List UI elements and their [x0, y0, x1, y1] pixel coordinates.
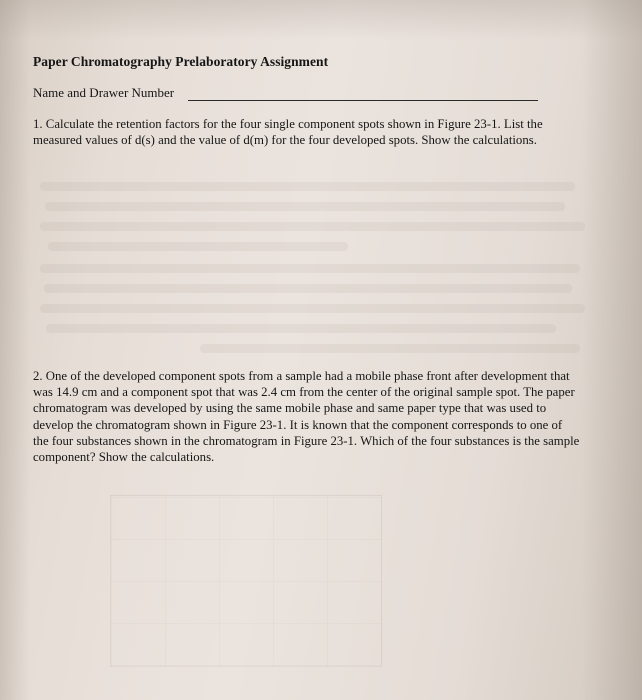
- top-shadow: [0, 0, 642, 40]
- question-1: 1. Calculate the retention factors for the four single component spots shown in Figure 23-1. List the measured values of d(s) and the value of d(m) for the four developed spots. Show the calculations.: [33, 117, 543, 148]
- question-2: 2. One of the developed component spots from a sample had a mobile phase front after development that was 14.9 cm and a component spot that was 2.4 cm from the center of the original sample spot. The paper chromatogram was developed by using the same mobile phase and same paper type that was used to develop the chromatogram shown in Figure 23-1. It is known that the component corresponds to one of the four substances shown in the chromatogram in Figure 23-1. Which of the four substances is the sample component? Show the calculations.: [33, 369, 580, 465]
- page-title: Paper Chromatography Prelaboratory Assignment: [33, 54, 329, 69]
- name-drawer-row: [33, 85, 538, 105]
- bleed-through-figure: [110, 495, 382, 667]
- name-drawer-label: Name and Drawer Number: [33, 85, 175, 100]
- name-drawer-input-line[interactable]: [188, 100, 538, 101]
- left-shadow: [0, 0, 30, 700]
- bleed-through-text: [40, 180, 600, 355]
